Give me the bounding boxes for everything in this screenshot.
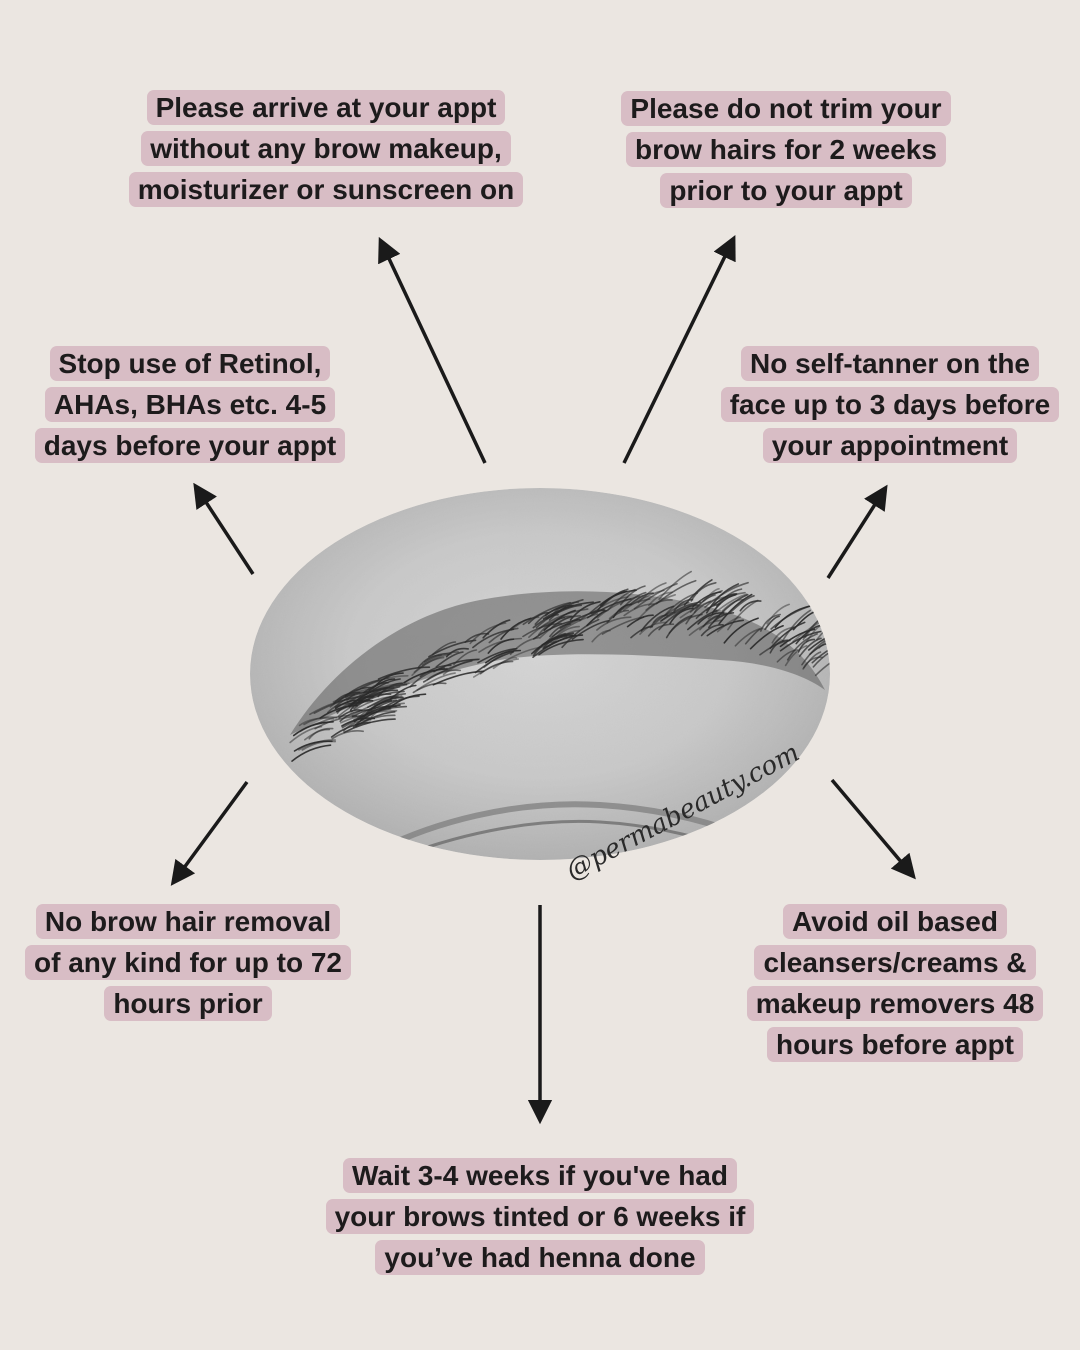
tip-no-hair-removal xyxy=(8,901,368,1024)
tip-line xyxy=(725,983,1065,1024)
tip-line xyxy=(290,1155,790,1196)
tip-line-text: Please do not trim your xyxy=(621,91,950,126)
tip-line-text: brow hairs for 2 weeks xyxy=(626,132,946,167)
tip-line-text: AHAs, BHAs etc. 4-5 xyxy=(45,387,335,422)
tip-line-text: face up to 3 days before xyxy=(721,387,1060,422)
arrow-to-top-left-tip xyxy=(384,248,485,463)
tip-line xyxy=(576,88,996,129)
tip-line xyxy=(576,170,996,211)
tip-line xyxy=(690,343,1080,384)
tip-line-text: Stop use of Retinol, xyxy=(50,346,331,381)
tip-line-text: cleansers/creams & xyxy=(754,945,1035,980)
tip-line-text: Please arrive at your appt xyxy=(147,90,506,125)
tip-line xyxy=(106,87,546,128)
tip-stop-retinol xyxy=(10,343,370,466)
tip-line-text: Avoid oil based xyxy=(783,904,1007,939)
tip-line xyxy=(8,901,368,942)
tip-line-text: hours prior xyxy=(104,986,271,1021)
tip-line-text: days before your appt xyxy=(35,428,346,463)
tip-line-text: No brow hair removal xyxy=(36,904,340,939)
tip-line-text: prior to your appt xyxy=(660,173,911,208)
tip-line-text: your brows tinted or 6 weeks if xyxy=(326,1199,755,1234)
tip-line xyxy=(576,129,996,170)
watermark-text: @permabeauty.com xyxy=(561,737,805,887)
tip-line-text: of any kind for up to 72 xyxy=(25,945,351,980)
tip-line xyxy=(10,343,370,384)
tip-line xyxy=(8,983,368,1024)
tip-line xyxy=(290,1196,790,1237)
tip-no-self-tanner xyxy=(690,343,1080,466)
tip-no-brow-makeup xyxy=(106,87,546,210)
arrow-to-bottom-left-tip xyxy=(178,782,247,876)
tip-line xyxy=(10,384,370,425)
tip-line xyxy=(725,901,1065,942)
tip-line xyxy=(290,1237,790,1278)
tip-line-text: Wait 3-4 weeks if you've had xyxy=(343,1158,737,1193)
tip-line-text: your appointment xyxy=(763,428,1017,463)
tip-line xyxy=(690,425,1080,466)
arrow-to-mid-right-tip xyxy=(828,495,881,578)
eyebrow-photo xyxy=(250,488,852,870)
tip-line xyxy=(725,1024,1065,1065)
tip-line xyxy=(690,384,1080,425)
tip-line-text: without any brow makeup, xyxy=(141,131,511,166)
arrow-to-mid-left-tip xyxy=(200,493,253,574)
tip-wait-after-tint xyxy=(290,1155,790,1278)
tip-line xyxy=(8,942,368,983)
tip-avoid-oil-cleansers xyxy=(725,901,1065,1065)
tip-line-text: No self-tanner on the xyxy=(741,346,1039,381)
tip-line xyxy=(10,425,370,466)
tip-line xyxy=(106,128,546,169)
tip-line-text: hours before appt xyxy=(767,1027,1023,1062)
tip-line-text: makeup removers 48 xyxy=(747,986,1044,1021)
tip-line-text: you’ve had henna done xyxy=(375,1240,704,1275)
tip-line xyxy=(725,942,1065,983)
tip-line xyxy=(106,169,546,210)
tip-line-text: moisturizer or sunscreen on xyxy=(129,172,524,207)
arrow-to-bottom-right-tip xyxy=(832,780,908,870)
tip-do-not-trim xyxy=(576,88,996,211)
